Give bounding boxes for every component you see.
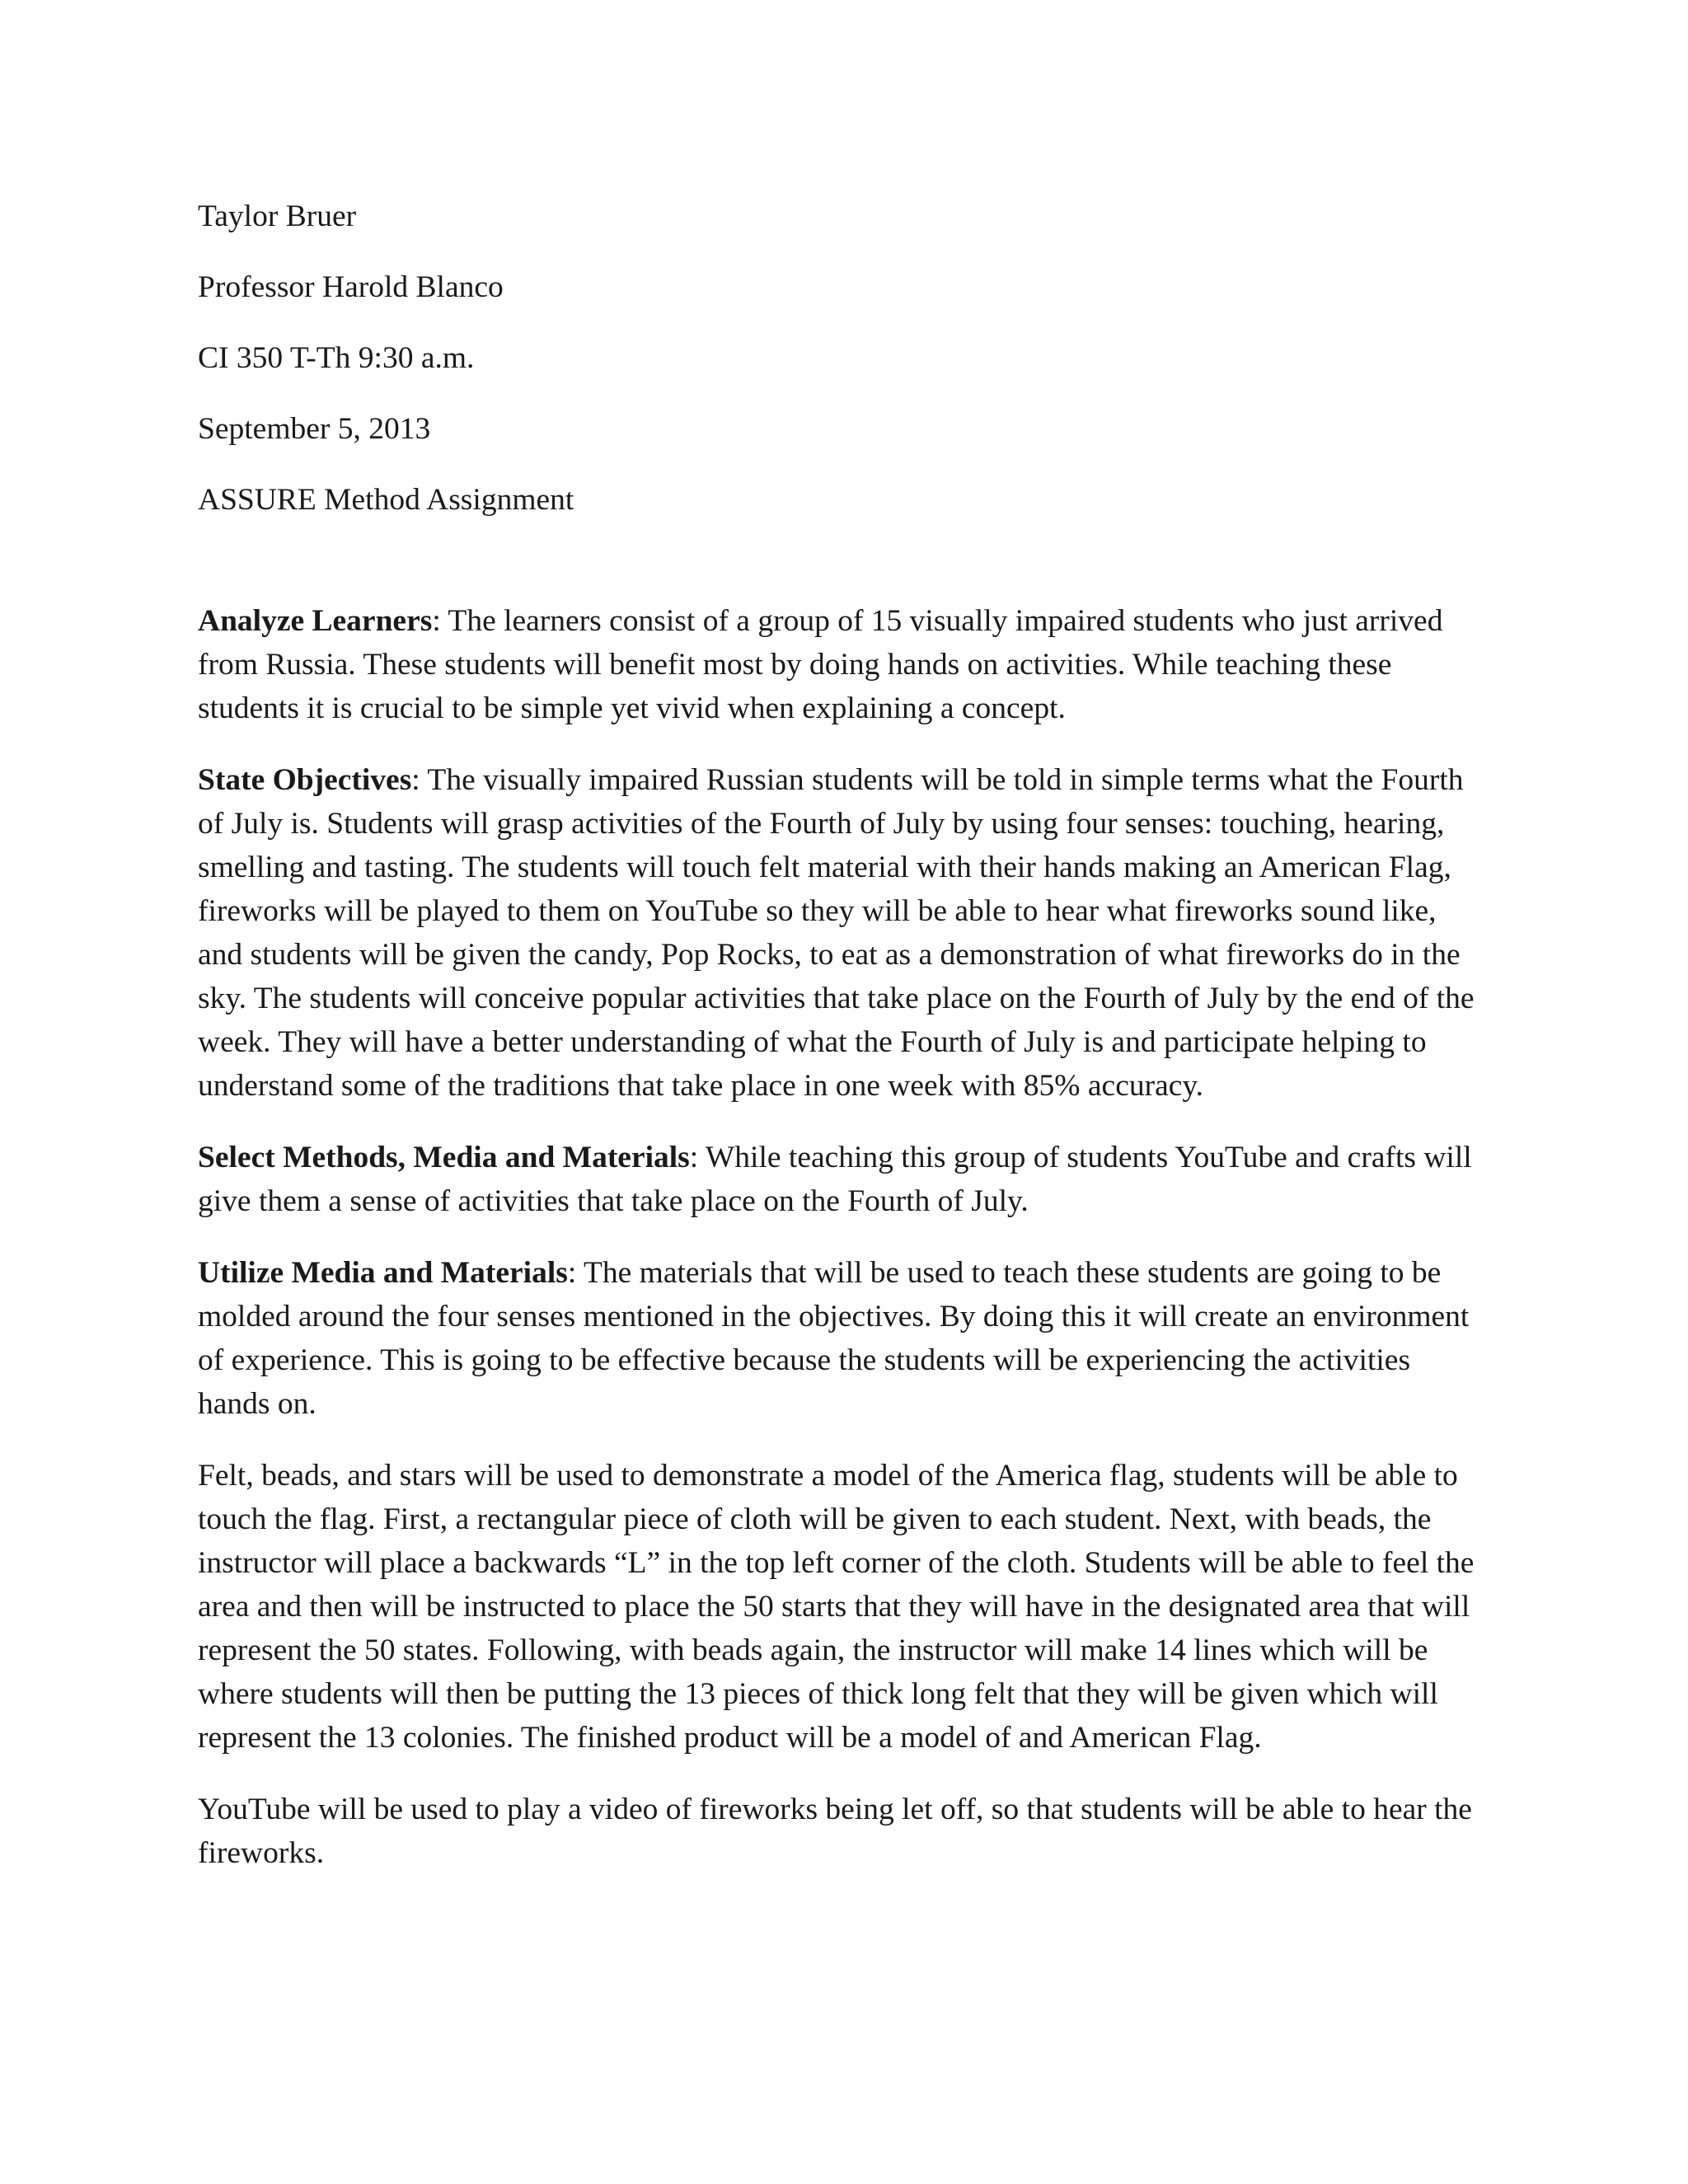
- section-state-objectives: [198, 758, 1484, 1108]
- professor-name: Professor Harold Blanco: [198, 270, 504, 304]
- section-select-methods: [198, 1136, 1484, 1223]
- author-name: Taylor Bruer: [198, 199, 357, 233]
- section-heading: Utilize Media and Materials: [198, 1256, 568, 1290]
- section-heading: State Objectives: [198, 763, 412, 797]
- document-header: [198, 194, 1484, 522]
- section-text: : While teaching this group of students YouTube and crafts will give them a sense of activities that take place on the Fourth of July.: [198, 1141, 1472, 1218]
- section-heading: Analyze Learners: [198, 604, 433, 638]
- section-analyze-learners: [198, 599, 1484, 730]
- section-utilize-media: [198, 1251, 1484, 1426]
- section-heading: Select Methods, Media and Materials: [198, 1141, 690, 1174]
- document-body: [198, 194, 1484, 1903]
- course-info: CI 350 T-Th 9:30 a.m.: [198, 341, 475, 375]
- paragraph-flag-activity: Felt, beads, and stars will be used to demonstrate a model of the America flag, students will be able to touch the flag. First, a rectangular piece of cloth will be given to each student. Next, with beads, the instructor will place a backwards “L” in the top left corner of the cloth. Students will be able to feel the area and then will be instructed to place the 50 starts that they will have in the designated area that will represent the 50 states. Following, with beads again, the instructor will make 14 lines which will be where students will then be putting the 13 pieces of thick long felt that they will be given which will represent the 13 colonies. The finished product will be a model of and American Flag.: [198, 1459, 1475, 1755]
- section-text: : The visually impaired Russian students will be told in simple terms what the Fourth of July is. Students will grasp activities of the Fourth of July by using four senses: touching, hearing, smelling and tasting. The students will touch felt material with their hands making an American Flag, fireworks will be played to them on YouTube so they will be able to hear what fireworks sound like, and students will be given the candy, Pop Rocks, to eat as a demonstration of what fireworks do in the sky. The students will conceive popular activities that take place on the Fourth of July by the end of the week. They will have a better understanding of what the Fourth of July is and participate helping to understand some of the traditions that take place in one week with 85% accuracy.: [198, 763, 1475, 1103]
- section-text: : The learners consist of a group of 15 visually impaired students who just arrived from Russia. These students will benefit most by doing hands on activities. While teaching these students it is crucial to be simple yet vivid when explaining a concept.: [198, 604, 1443, 725]
- assignment-title: ASSURE Method Assignment: [198, 483, 574, 517]
- document-date: September 5, 2013: [198, 412, 431, 446]
- paragraph-youtube-activity: YouTube will be used to play a video of fireworks being let off, so that students will be able to hear the fireworks.: [198, 1793, 1472, 1870]
- section-text: : The materials that will be used to teach these students are going to be molded around the four senses mentioned in the objectives. By doing this it will create an environment of experience. This is going to be effective because the students will be experiencing the activities hands on.: [198, 1256, 1470, 1421]
